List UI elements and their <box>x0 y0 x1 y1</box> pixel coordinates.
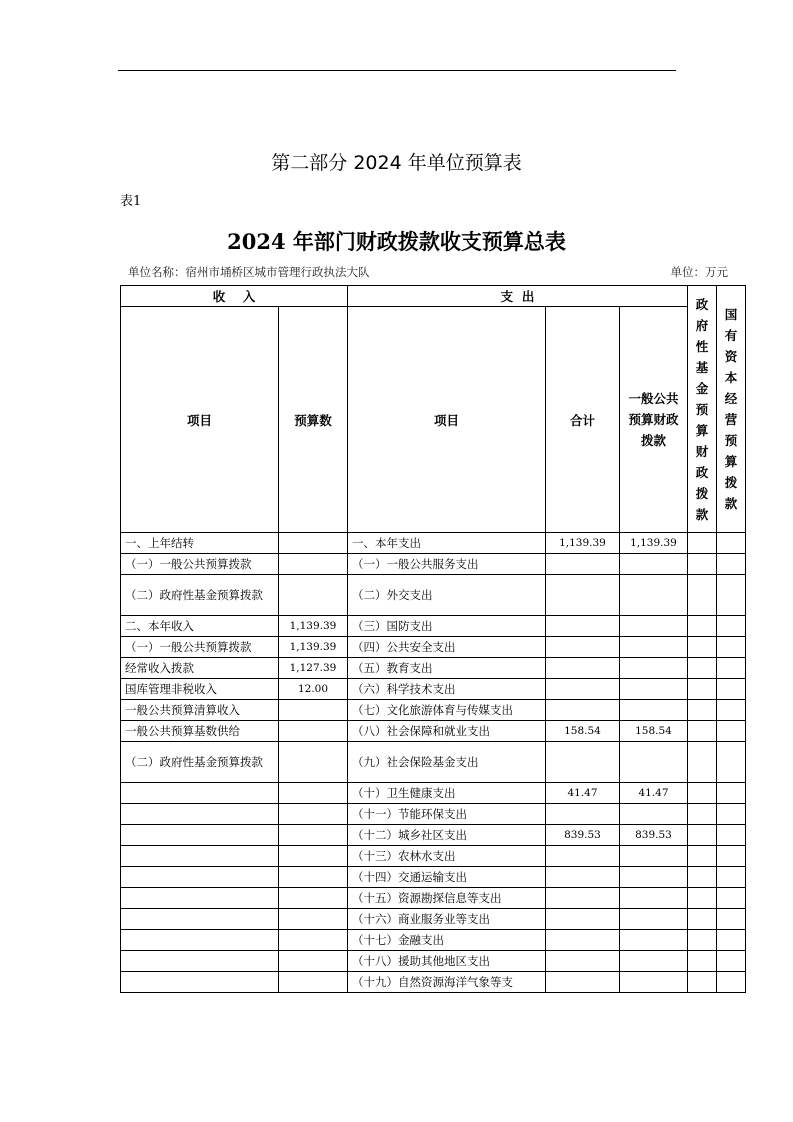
general-budget-cell: 1,139.39 <box>620 533 688 554</box>
unit-label: 单位：万元 <box>670 265 728 279</box>
table-row <box>121 721 746 742</box>
income-item-cell: 一般公共预算基数供给 <box>121 721 279 742</box>
general-budget-cell <box>620 700 688 721</box>
general-budget-cell <box>620 972 688 993</box>
state-capital-cell <box>717 888 746 909</box>
table-row <box>121 658 746 679</box>
income-amount-cell <box>279 867 348 888</box>
gov-fund-cell <box>688 658 717 679</box>
state-capital-cell <box>717 867 746 888</box>
table-row <box>121 804 746 825</box>
general-budget-cell <box>620 888 688 909</box>
income-amount-cell: 12.00 <box>279 679 348 700</box>
table-row <box>121 867 746 888</box>
header-rule <box>118 70 676 71</box>
expense-total-cell <box>546 679 620 700</box>
income-budget-header: 预算数 <box>279 307 348 533</box>
income-item-cell <box>121 867 279 888</box>
table-row <box>121 930 746 951</box>
income-item-cell: 一般公共预算清算收入 <box>121 700 279 721</box>
state-capital-cell <box>717 637 746 658</box>
income-header: 收 入 <box>121 286 348 307</box>
expense-total-cell <box>546 909 620 930</box>
expense-item-cell: （九）社会保险基金支出 <box>348 742 546 783</box>
general-budget-cell <box>620 846 688 867</box>
gov-fund-cell <box>688 951 717 972</box>
expense-item-cell: （八）社会保障和就业支出 <box>348 721 546 742</box>
expense-item-cell: （十五）资源勘探信息等支出 <box>348 888 546 909</box>
state-capital-cell <box>717 721 746 742</box>
income-amount-cell <box>279 721 348 742</box>
gov-fund-cell <box>688 867 717 888</box>
part-title: 第二部分 2024 年单位预算表 <box>271 152 522 174</box>
income-amount-cell <box>279 825 348 846</box>
gov-fund-cell <box>688 575 717 616</box>
income-item-cell: 二、本年收入 <box>121 616 279 637</box>
expense-item-cell: 一、本年支出 <box>348 533 546 554</box>
general-budget-cell <box>620 804 688 825</box>
expense-total-cell <box>546 554 620 575</box>
table-row <box>121 742 746 783</box>
income-item-cell <box>121 846 279 867</box>
expense-item-cell: （十三）农林水支出 <box>348 846 546 867</box>
income-amount-cell: 1,139.39 <box>279 637 348 658</box>
income-amount-cell <box>279 804 348 825</box>
income-amount-cell <box>279 888 348 909</box>
table-row <box>121 951 746 972</box>
unit-name: 单位名称：宿州市埇桥区城市管理行政执法大队 <box>128 265 370 279</box>
table-row <box>121 700 746 721</box>
state-capital-cell <box>717 658 746 679</box>
state-capital-cell <box>717 700 746 721</box>
table-row <box>121 616 746 637</box>
general-budget-cell <box>620 554 688 575</box>
gov-fund-cell <box>688 930 717 951</box>
expense-total-cell: 839.53 <box>546 825 620 846</box>
income-item-cell <box>121 930 279 951</box>
income-amount-cell: 1,139.39 <box>279 616 348 637</box>
state-capital-header: 国有资本经营预算拨款 <box>717 286 746 533</box>
gov-fund-cell <box>688 533 717 554</box>
table-row <box>121 972 746 993</box>
expense-item-cell: （十九）自然资源海洋气象等支 <box>348 972 546 993</box>
table-number: 表1 <box>120 194 142 209</box>
gov-fund-cell <box>688 742 717 783</box>
gov-fund-cell <box>688 888 717 909</box>
general-budget-cell <box>620 742 688 783</box>
state-capital-cell <box>717 909 746 930</box>
income-item-header: 项目 <box>121 307 279 533</box>
state-capital-cell <box>717 575 746 616</box>
expense-total-header: 合计 <box>546 307 620 533</box>
income-item-cell: （一）一般公共预算拨款 <box>121 554 279 575</box>
table-row <box>121 783 746 804</box>
expense-total-cell <box>546 700 620 721</box>
gov-fund-cell <box>688 616 717 637</box>
expense-total-cell <box>546 616 620 637</box>
state-capital-cell <box>717 554 746 575</box>
expense-item-header: 项目 <box>348 307 546 533</box>
expense-total-cell <box>546 867 620 888</box>
expense-item-cell: （十二）城乡社区支出 <box>348 825 546 846</box>
expense-total-cell: 158.54 <box>546 721 620 742</box>
expense-total-cell <box>546 888 620 909</box>
general-budget-cell <box>620 637 688 658</box>
expense-total-cell: 1,139.39 <box>546 533 620 554</box>
income-amount-cell <box>279 930 348 951</box>
general-budget-cell <box>620 679 688 700</box>
income-item-cell <box>121 909 279 930</box>
state-capital-cell <box>717 930 746 951</box>
income-item-cell: （一）一般公共预算拨款 <box>121 637 279 658</box>
expense-total-cell <box>546 972 620 993</box>
gov-fund-header: 政府性基金预算财政拨款 <box>688 286 717 533</box>
income-item-cell <box>121 888 279 909</box>
income-amount-cell <box>279 951 348 972</box>
income-amount-cell: 1,127.39 <box>279 658 348 679</box>
table-row <box>121 846 746 867</box>
expense-item-cell: （十四）交通运输支出 <box>348 867 546 888</box>
expense-total-cell <box>546 846 620 867</box>
income-amount-cell <box>279 533 348 554</box>
expense-item-cell: （五）教育支出 <box>348 658 546 679</box>
gov-fund-cell <box>688 700 717 721</box>
gov-fund-cell <box>688 637 717 658</box>
income-item-cell: 经常收入拨款 <box>121 658 279 679</box>
expense-item-cell: （四）公共安全支出 <box>348 637 546 658</box>
expense-total-cell <box>546 951 620 972</box>
state-capital-cell <box>717 742 746 783</box>
expense-item-cell: （三）国防支出 <box>348 616 546 637</box>
general-budget-cell: 839.53 <box>620 825 688 846</box>
table-row <box>121 909 746 930</box>
general-budget-cell <box>620 575 688 616</box>
gov-fund-cell <box>688 909 717 930</box>
income-amount-cell <box>279 554 348 575</box>
expense-total-cell <box>546 930 620 951</box>
gov-fund-cell <box>688 825 717 846</box>
expense-item-cell: （二）外交支出 <box>348 575 546 616</box>
income-item-cell <box>121 783 279 804</box>
gov-fund-cell <box>688 679 717 700</box>
expense-item-cell: （六）科学技术支出 <box>348 679 546 700</box>
income-item-cell: 国库管理非税收入 <box>121 679 279 700</box>
expense-item-cell: （十六）商业服务业等支出 <box>348 909 546 930</box>
state-capital-cell <box>717 846 746 867</box>
expense-item-cell: （一）一般公共服务支出 <box>348 554 546 575</box>
state-capital-cell <box>717 951 746 972</box>
general-budget-cell <box>620 616 688 637</box>
table-row <box>121 533 746 554</box>
table-row <box>121 888 746 909</box>
income-amount-cell <box>279 700 348 721</box>
general-budget-cell: 158.54 <box>620 721 688 742</box>
general-budget-header: 一般公共预算财政拨款 <box>620 307 688 533</box>
income-item-cell <box>121 825 279 846</box>
expense-total-cell: 41.47 <box>546 783 620 804</box>
income-item-cell <box>121 972 279 993</box>
income-amount-cell <box>279 783 348 804</box>
income-item-cell <box>121 951 279 972</box>
state-capital-cell <box>717 679 746 700</box>
income-amount-cell <box>279 972 348 993</box>
state-capital-cell <box>717 616 746 637</box>
gov-fund-cell <box>688 972 717 993</box>
state-capital-cell <box>717 533 746 554</box>
state-capital-cell <box>717 804 746 825</box>
table-row <box>121 679 746 700</box>
gov-fund-cell <box>688 721 717 742</box>
general-budget-cell <box>620 909 688 930</box>
general-budget-cell <box>620 951 688 972</box>
table-title: 2024 年部门财政拨款收支预算总表 <box>227 229 566 254</box>
income-amount-cell <box>279 742 348 783</box>
general-budget-cell <box>620 930 688 951</box>
gov-fund-cell <box>688 846 717 867</box>
state-capital-cell <box>717 825 746 846</box>
income-amount-cell <box>279 909 348 930</box>
income-amount-cell <box>279 846 348 867</box>
expense-total-cell <box>546 575 620 616</box>
gov-fund-cell <box>688 783 717 804</box>
expense-total-cell <box>546 637 620 658</box>
income-item-cell <box>121 804 279 825</box>
income-item-cell: 一、上年结转 <box>121 533 279 554</box>
income-amount-cell <box>279 575 348 616</box>
expense-item-cell: （十八）援助其他地区支出 <box>348 951 546 972</box>
general-budget-cell <box>620 867 688 888</box>
expense-item-cell: （十）卫生健康支出 <box>348 783 546 804</box>
general-budget-cell: 41.47 <box>620 783 688 804</box>
expense-total-cell <box>546 742 620 783</box>
expense-total-cell <box>546 804 620 825</box>
expense-item-cell: （十七）金融支出 <box>348 930 546 951</box>
gov-fund-cell <box>688 554 717 575</box>
expense-item-cell: （七）文化旅游体育与传媒支出 <box>348 700 546 721</box>
expense-item-cell: （十一）节能环保支出 <box>348 804 546 825</box>
income-item-cell: （二）政府性基金预算拨款 <box>121 742 279 783</box>
table-row <box>121 554 746 575</box>
expense-header: 支 出 <box>348 286 688 307</box>
gov-fund-cell <box>688 804 717 825</box>
state-capital-cell <box>717 972 746 993</box>
income-item-cell: （二）政府性基金预算拨款 <box>121 575 279 616</box>
general-budget-cell <box>620 658 688 679</box>
budget-table <box>120 285 746 993</box>
table-row <box>121 637 746 658</box>
table-row <box>121 825 746 846</box>
expense-total-cell <box>546 658 620 679</box>
table-row <box>121 575 746 616</box>
state-capital-cell <box>717 783 746 804</box>
